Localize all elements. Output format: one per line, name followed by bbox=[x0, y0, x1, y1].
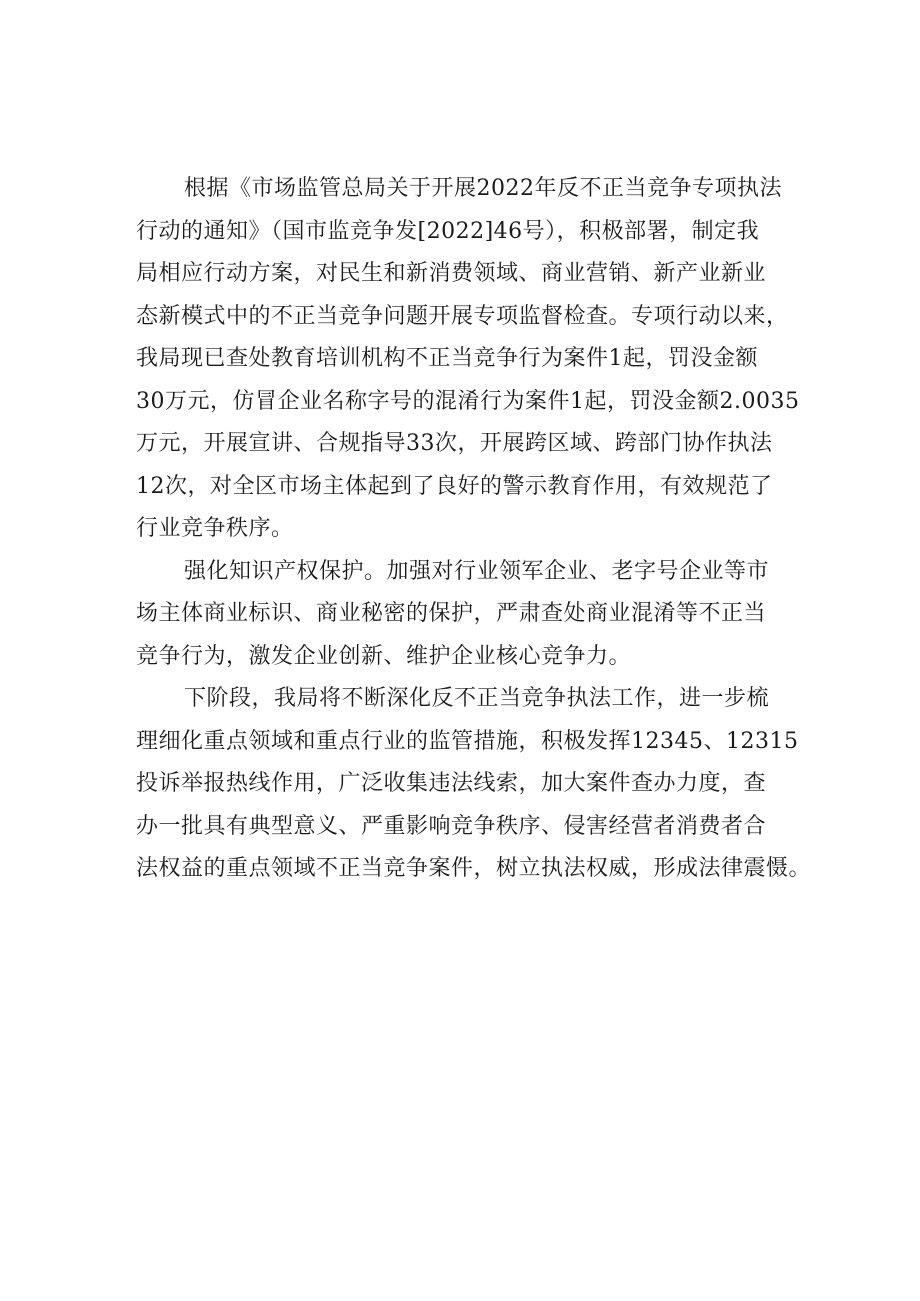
paragraph-line: 行动的通知》（国市监竞争发[2022]46号），积极部署，制定我 bbox=[136, 218, 760, 244]
document-body bbox=[136, 168, 812, 891]
paragraph-line: 下阶段，我局将不断深化反不正当竞争执法工作，进一步梳 bbox=[184, 686, 770, 711]
paragraph-1 bbox=[136, 168, 800, 551]
paragraph-line: 根据《市场监管总局关于开展2022年反不正当竞争专项执法 bbox=[184, 176, 782, 201]
paragraph-line: 行业竞争秩序。 bbox=[136, 516, 294, 541]
paragraph-line: 12次，对全区市场主体起到了良好的警示教育作用，有效规范了 bbox=[136, 473, 773, 499]
paragraph-line: 态新模式中的不正当竞争问题开展专项监督检查。专项行动以来， bbox=[136, 303, 789, 329]
paragraph-line: 法权益的重点领域不正当竞争案件，树立执法权威，形成法律震慑。 bbox=[136, 856, 812, 881]
paragraph-line: 强化知识产权保护。加强对行业领军企业、老字号企业等市 bbox=[184, 558, 770, 584]
paragraph-2 bbox=[136, 551, 796, 679]
paragraph-line: 30万元，仿冒企业名称字号的混淆行为案件1起，罚没金额2.0035 bbox=[136, 388, 800, 414]
paragraph-line: 投诉举报热线作用，广泛收集违法线索，加大案件查办力度，查 bbox=[136, 771, 767, 796]
paragraph-line: 我局现已查处教育培训机构不正当竞争行为案件1起，罚没金额 bbox=[136, 346, 758, 371]
paragraph-3 bbox=[136, 678, 812, 891]
paragraph-line: 场主体商业标识、商业秘密的保护，严肃查处商业混淆等不正当 bbox=[136, 601, 767, 626]
paragraph-line: 万元，开展宣讲、合规指导33次，开展跨区域、跨部门协作执法 bbox=[136, 431, 773, 456]
paragraph-line: 理细化重点领域和重点行业的监管措施，积极发挥12345、12315 bbox=[136, 728, 799, 754]
paragraph-line: 办一批具有典型意义、严重影响竞争秩序、侵害经营者消费者合 bbox=[136, 813, 767, 839]
paragraph-line: 局相应行动方案，对民生和新消费领域、商业营销、新产业新业 bbox=[136, 261, 767, 286]
paragraph-line: 竞争行为，激发企业创新、维护企业核心竞争力。 bbox=[136, 643, 632, 669]
